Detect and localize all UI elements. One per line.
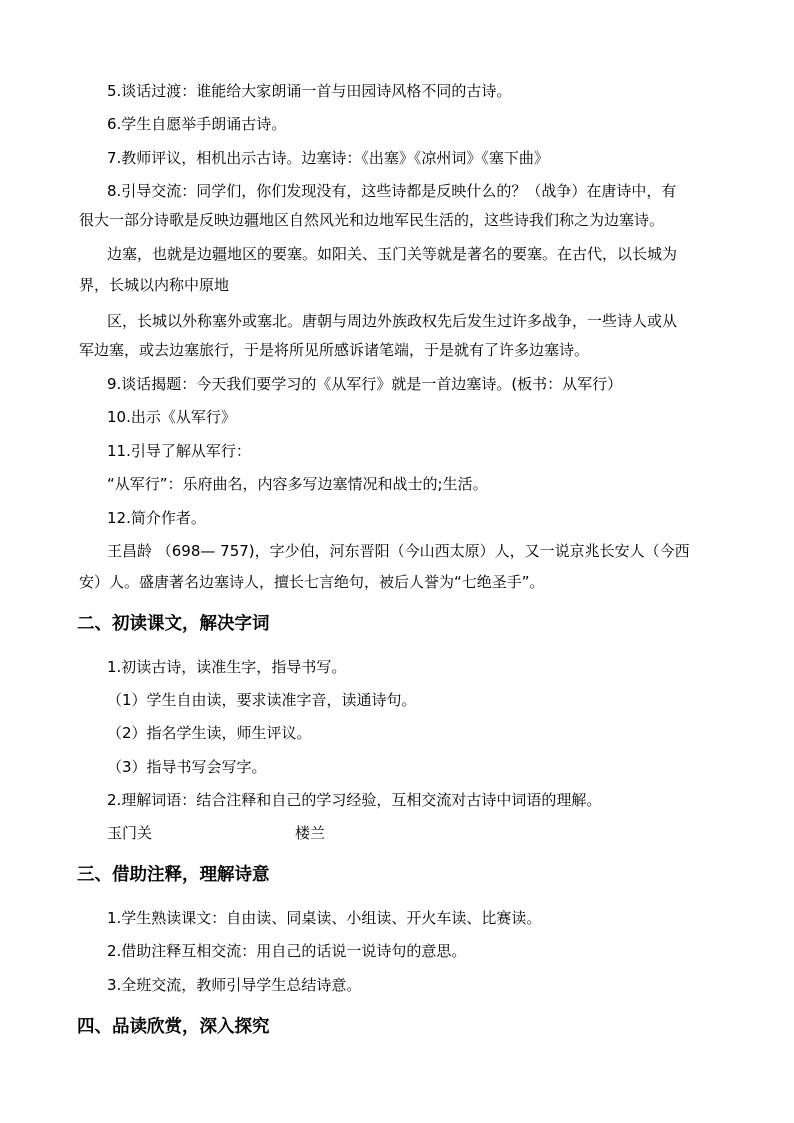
frontier-paragraph-line-1: 边塞，也就是边疆地区的要塞。如阳关、玉门关等就是著名的要塞。在古代，以长城为 (107, 245, 678, 263)
section-3-item-2: 2.借助注释互相交流：用自己的话说一说诗句的意思。 (107, 942, 467, 960)
section-2-item-2: 2.理解词语：结合注释和自己的学习经验，互相交流对古诗中词语的理解。 (107, 791, 602, 809)
author-intro-line-1: 王昌龄 （698— 757)，字少伯，河东晋阳（今山西太原）人，又一说京兆长安人（今西 (107, 542, 690, 560)
term-loulan: 楼兰 (295, 824, 326, 842)
section-2-sub-1: （1）学生自由读，要求读准字音，读通诗句。 (107, 691, 417, 709)
step-5: 5.谈话过渡：谁能给大家朗诵一首与田园诗风格不同的古诗。 (107, 82, 512, 100)
vocabulary-terms (107, 823, 747, 843)
step-12: 12.简介作者。 (107, 509, 206, 527)
step-10: 10.出示《从军行》 (107, 408, 236, 426)
term-yumenguan: 玉门关 (107, 824, 153, 842)
step-9: 9.谈话揭题：今天我们要学习的《从军行》就是一首边塞诗。(板书：从军行） (107, 375, 623, 393)
section-2-sub-2: （2）指名学生读，师生评议。 (107, 724, 312, 742)
section-3-item-1: 1.学生熟读课文：自由读、同桌读、小组读、开火车读、比赛读。 (107, 909, 542, 927)
step-6: 6.学生自愿举手朗诵古诗。 (107, 115, 287, 133)
section-4-heading: 四、品读欣赏，深入探究 (77, 1017, 270, 1037)
step-7: 7.教师评议，相机出示古诗。边塞诗：《出塞》《凉州词》《塞下曲》 (107, 149, 549, 167)
step-8-line-1: 8.引导交流：同学们，你们发现没有，这些诗都是反映什么的？（战争）在唐诗中，有 (107, 182, 677, 200)
step-8-line-2: 很大一部分诗歌是反映边疆地区自然风光和边地军民生活的，这些诗我们称之为边塞诗。 (79, 211, 665, 229)
section-3-item-3: 3.全班交流，教师引导学生总结诗意。 (107, 976, 362, 994)
section-2-heading: 二、初读课文，解决字词 (77, 614, 270, 634)
step-11-definition: “从军行”：乐府曲名，内容多写边塞情况和战士的;生活。 (107, 475, 488, 493)
region-paragraph-line-1: 区，长城以外称塞外或塞北。唐朝与周边外族政权先后发生过许多战争，一些诗人或从 (107, 312, 678, 330)
region-paragraph-line-2: 军边塞，或去边塞旅行，于是将所见所感诉诸笔端，于是就有了许多边塞诗。 (79, 341, 590, 359)
section-2-item-1: 1.初读古诗，读准生字，指导书写。 (107, 658, 347, 676)
frontier-paragraph-line-2: 界，长城以内称中原地 (79, 276, 230, 294)
author-intro-line-2: 安）人。盛唐著名边塞诗人，擅长七言绝句，被后人誉为“七绝圣手”。 (79, 573, 545, 591)
section-2-sub-3: （3）指导书写会写字。 (107, 758, 267, 776)
section-3-heading: 三、借助注释，理解诗意 (77, 865, 270, 885)
step-11: 11.引导了解从军行： (107, 442, 251, 460)
